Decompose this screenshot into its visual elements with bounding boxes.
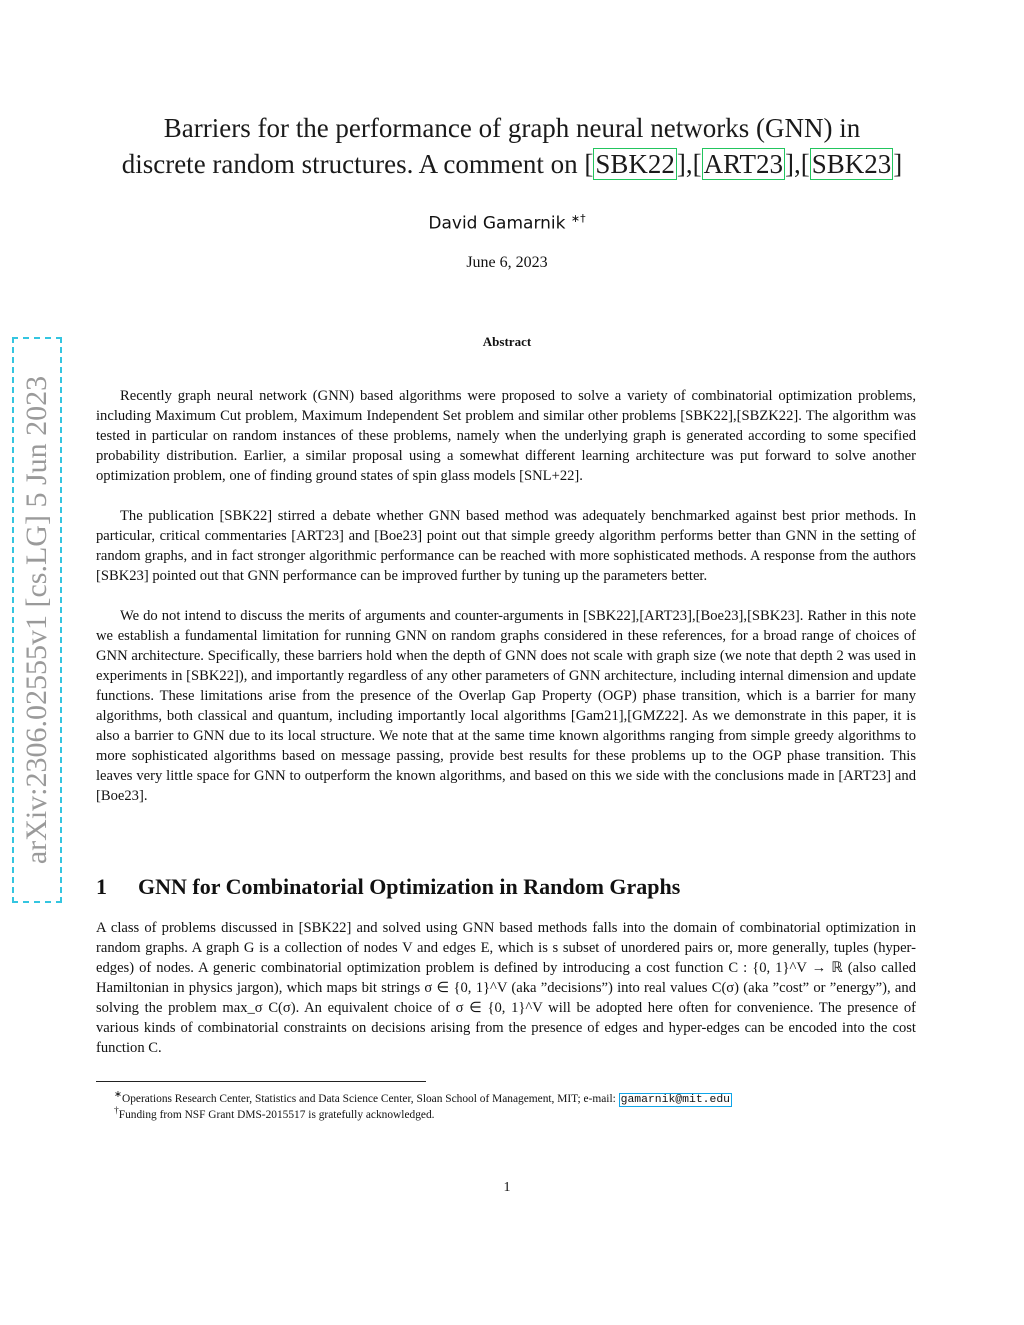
paragraph-text: The publication [SBK22] stirred a debate whether GNN based method was adequately benchmarked against best prior methods. In particular, critical commentaries [ART23] and [Boe23] point out that simple greedy algorithm performs better than GNN in the setting of random graphs, and in fact stronger algorithmic performance can be reached with more sophisticated methods. A response from the authors [SBK23] pointed out that GNN performance can be improved further by tuning up the parameters better. [96,508,916,584]
abstract-paragraph-2 [96,506,916,586]
section-heading [96,874,680,900]
paragraph-text: A class of problems discussed in [SBK22] and solved using GNN based methods falls into the domain of combinatorial optimization in random graphs. A graph G is a collection of nodes V and edges E, which is s subset of unordered pairs or, more generally, tuples (hyper-edges) of nodes. A generic combinatorial optimization problem is defined by introducing a cost function C : {0, 1}^V → ℝ (also called Hamiltonian in physics jargon), which maps bit strings σ ∈ {0, 1}^V (aka ”decisions”) into real values C(σ) (aka ”cost” or ”energy”), and solving the problem max_σ C(σ). An equivalent choice of σ ∈ {0, 1}^V will be adopted here often for convenience. The presence of various kinds of combinatorial constraints on decisions arising from the presence of edges and hyper-edges can be encoded into the cost function C. [96,920,916,1056]
abstract-heading: Abstract [482,334,532,349]
citation-link[interactable]: SBK22 [595,149,675,179]
page-number: 1 [503,1180,511,1195]
footnote-text: Operations Research Center, Statistics and Data Science Center, Sloan School of Management, MIT; e-mail: [121,1092,619,1105]
paragraph-text: We do not intend to discuss the merits of arguments and counter-arguments in [SBK22],[ART23],[Boe23],[SBK23]. Rather in this note we establish a fundamental limitation for running GNN on random graphs considered in these references, for a broad range of choices of GNN architecture. Specifically, these barriers hold when the depth of GNN does not scale with graph size (we note that depth 2 was used in experiments in [SBK22]), and importantly regardless of any other parameters of GNN architecture, including internal dimension and update functions. These limitations arise from the presence of the Overlap Gap Property (OGP) phase transition, which is a barrier for many algorithms, both classical and quantum, including importantly local algorithms [Gam21],[GMZ22]. As we demonstrate in this paper, it is also a barrier to GNN due to its local structure. We note that at the same time known algorithms ranging from simple greedy algorithms to more sophisticated algorithms based on message passing, provide best results for these problems up to the OGP phase transition. This leaves very little space for GNN to outperform the known algorithms, and based on this we side with the conclusions made in [ART23] and [Boe23]. [96,608,916,804]
author-name: David Gamarnik [428,213,566,234]
abstract-paragraph-3 [96,606,916,806]
citation-link[interactable]: ART23 [703,149,784,179]
paper-title [70,110,954,182]
email-link[interactable]: gamarnik@mit.edu [620,1093,730,1106]
section-title: GNN for Combinatorial Optimization in Random Graphs [138,874,681,899]
arxiv-identifier: arXiv:2306.02555v1 [cs.LG] 5 Jun 2023 [20,375,53,865]
title-line-2: discrete random structures. A comment on [SBK22],[ART23],[SBK23] [121,149,903,179]
publication-date: June 6, 2023 [466,254,548,271]
title-line-1: Barriers for the performance of graph neural networks (GNN) in [163,113,861,143]
abstract-paragraph-1 [96,386,916,486]
author-footnote-marks[interactable]: ∗† [570,212,586,225]
arxiv-sidebar[interactable] [12,337,62,903]
citation-link[interactable]: SBK23 [811,149,892,179]
footnote-mark: † [114,1106,119,1116]
paragraph-text: Recently graph neural network (GNN) based algorithms were proposed to solve a variety of combinatorial optimization problems, including Maximum Cut problem, Maximum Independent Set problem and similar other problems [SBK22],[SBZK22]. The algorithm was tested in particular on random instances of these problems, namely when the underlying graph is generated according to some specified probability distribution. Earlier, a similar proposal using a somewhat different learning architecture was put forward to solve another optimization problem, one of finding ground states of spin glass models [SNL+22]. [96,388,916,484]
footnote-text: Funding from NSF Grant DMS-2015517 is gratefully acknowledged. [118,1108,435,1121]
footnote-2 [96,1104,926,1123]
section-number: 1 [96,874,107,899]
footnote-mark: ∗ [114,1090,122,1100]
footnote-rule [96,1081,426,1082]
section-paragraph-1 [96,918,916,1058]
author [0,212,1014,234]
title-line-2-text: discrete random structures. A comment on [121,149,585,179]
